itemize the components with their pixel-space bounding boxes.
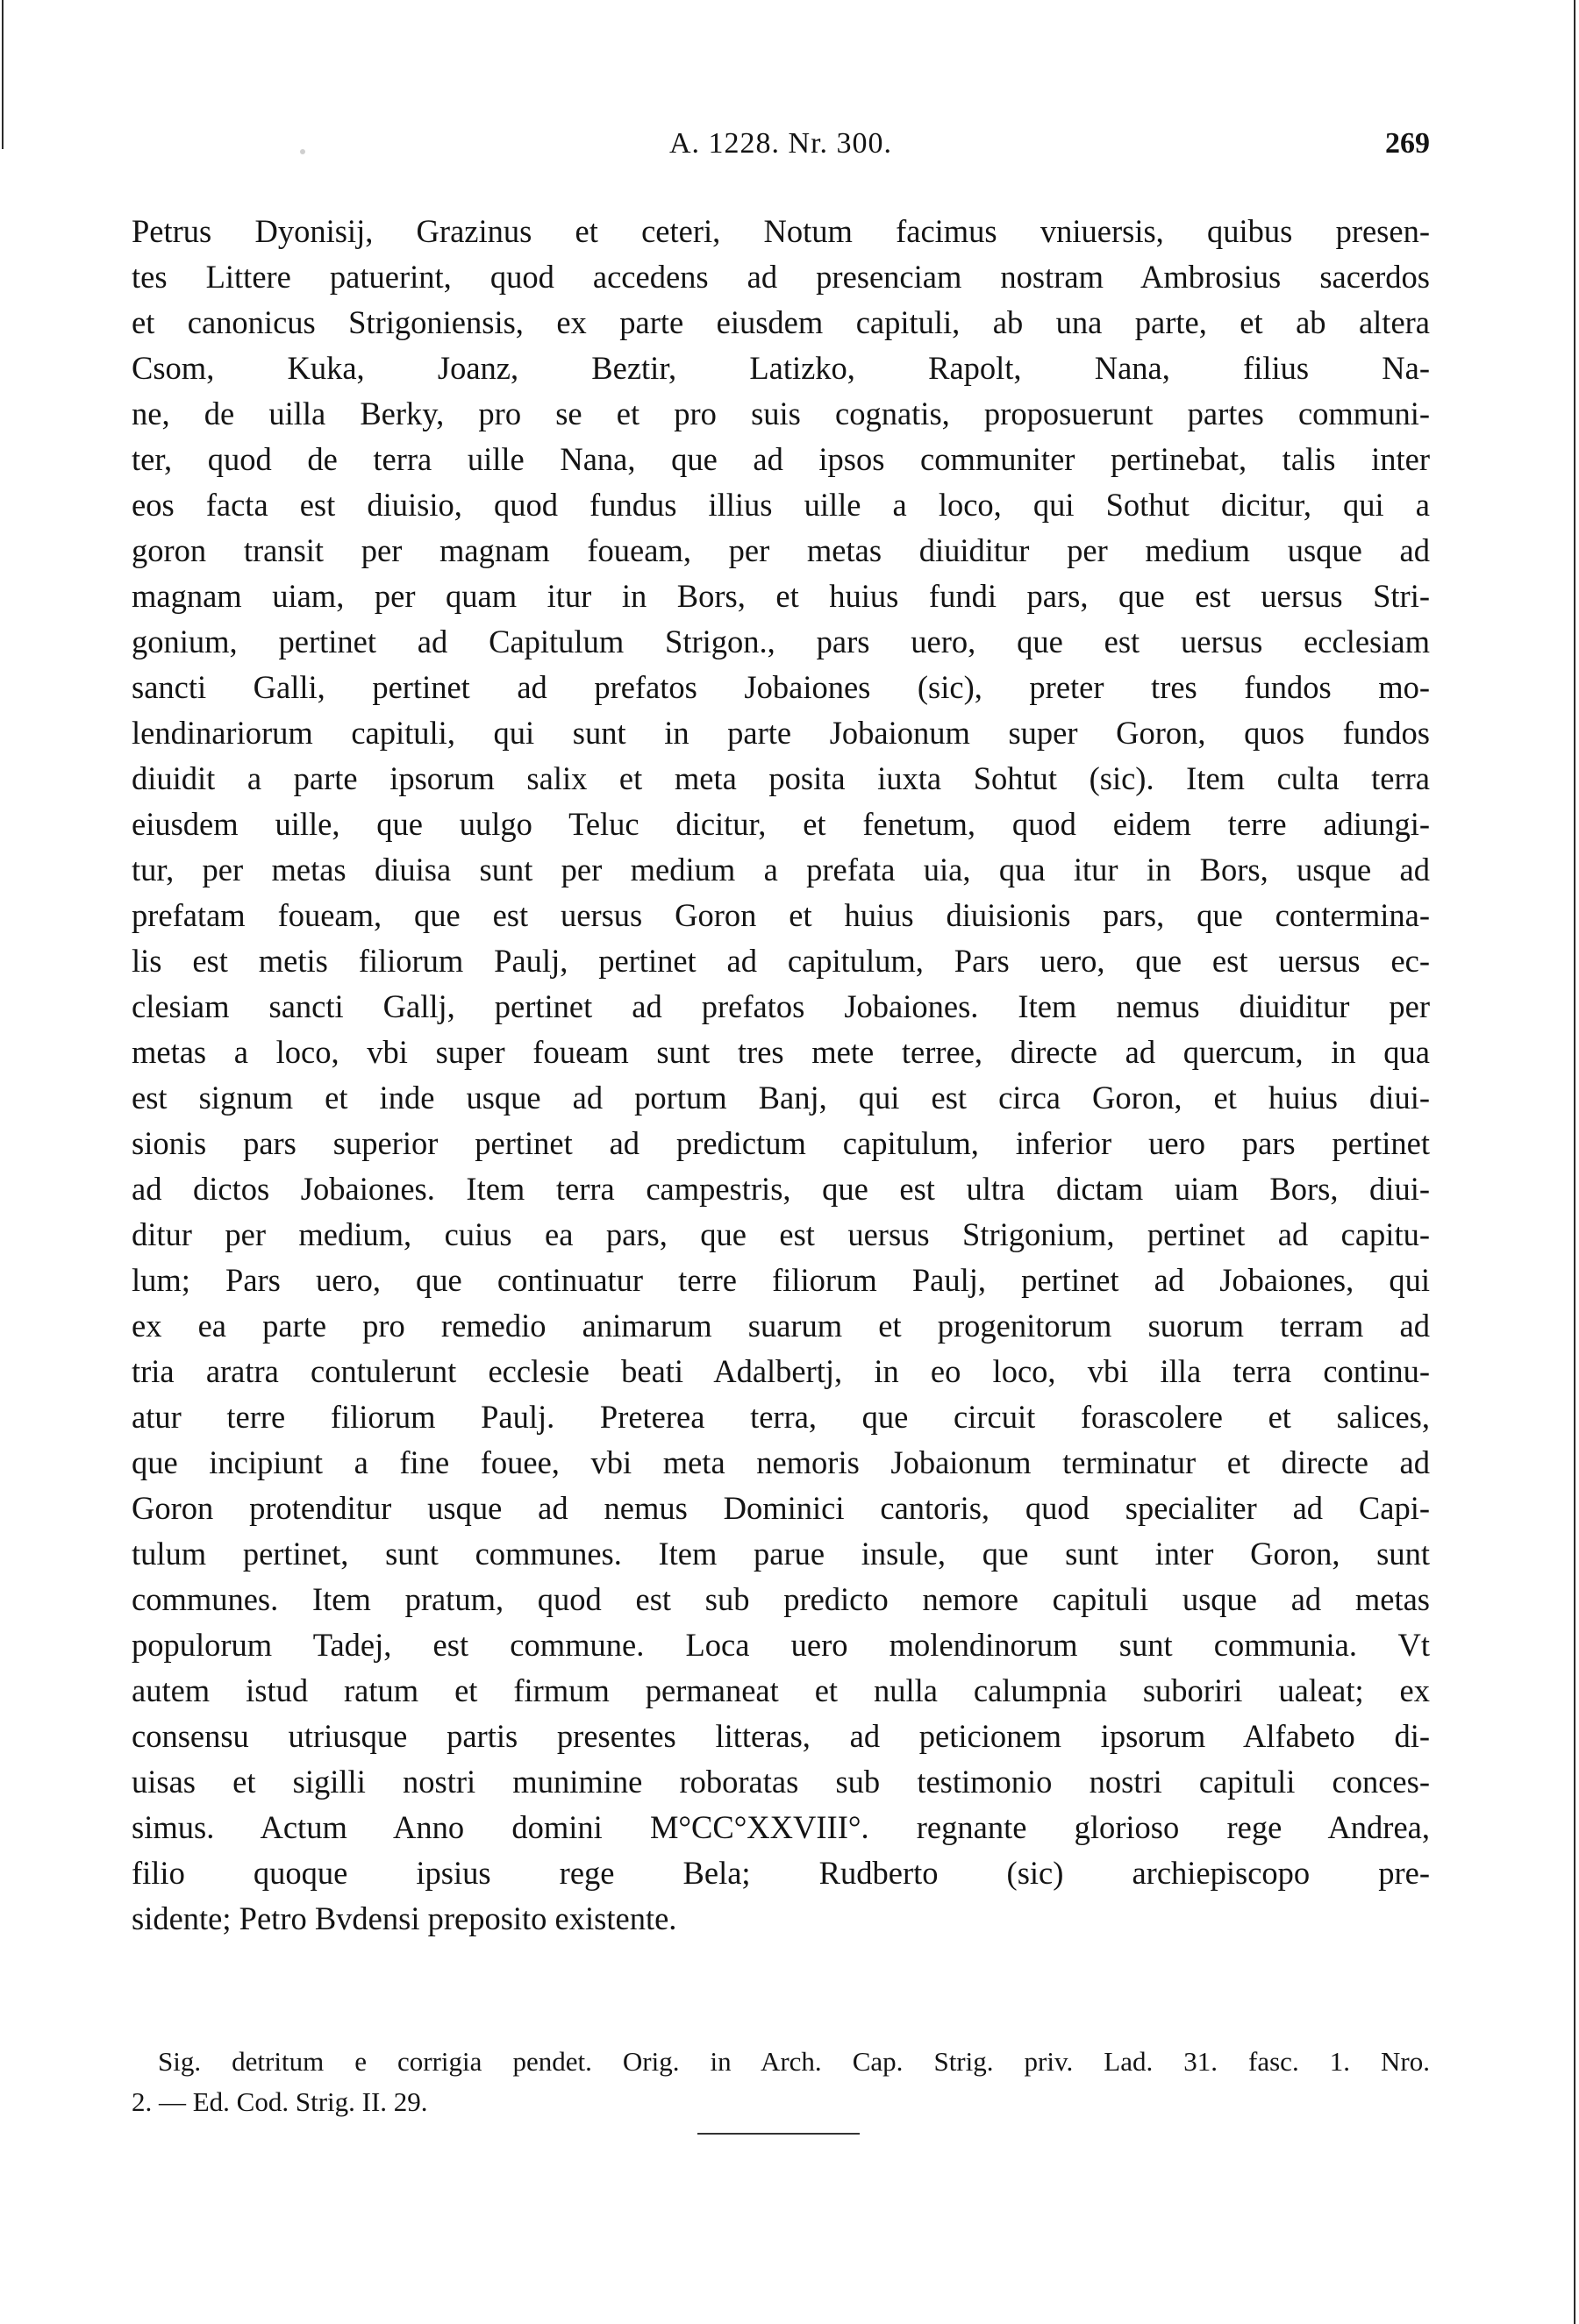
text-line: metas a loco, vbi super foueam sunt tres mete terree, directe ad quercum, in qua xyxy=(132,1034,1430,1070)
text-line: sionis pars superior pertinet ad predictum capitulum, inferior uero pars pertinet xyxy=(132,1125,1430,1161)
text-line: populorum Tadej, est commune. Loca uero molendinorum sunt communia. Vt xyxy=(132,1627,1430,1663)
text-line: sancti Galli, pertinet ad prefatos Jobaiones (sic), preter tres fundos mo- xyxy=(132,669,1430,705)
text-line: ditur per medium, cuius ea pars, que est uersus Strigonium, pertinet ad capitu- xyxy=(132,1216,1430,1252)
text-line: gonium, pertinet ad Capitulum Strigon., pars uero, que est uersus ecclesiam xyxy=(132,624,1430,659)
text-line: Csom, Kuka, Joanz, Beztir, Latizko, Rapolt, Nana, filius Na- xyxy=(132,350,1430,386)
text-line: simus. Actum Anno domini M°CC°XXVIII°. regnante glorioso rege Andrea, xyxy=(132,1809,1430,1845)
text-line: sidente; Petro Bvdensi preposito existente. xyxy=(132,1900,677,1936)
text-line: et canonicus Strigoniensis, ex parte eiusdem capituli, ab una parte, et ab altera xyxy=(132,304,1430,340)
text-line: uisas et sigilli nostri munimine roboratas sub testimonio nostri capituli conces- xyxy=(132,1764,1430,1800)
text-line: lendinariorum capituli, qui sunt in parte Jobaionum super Goron, quos fundos xyxy=(132,715,1430,751)
text-line: lum; Pars uero, que continuatur terre filiorum Paulj, pertinet ad Jobaiones, qui xyxy=(132,1262,1430,1298)
text-line: filio quoque ipsius rege Bela; Rudberto (sic) archiepiscopo pre- xyxy=(132,1855,1430,1891)
text-line: clesiam sancti Gallj, pertinet ad prefatos Jobaiones. Item nemus diuiditur per xyxy=(132,988,1430,1024)
text-line: lis est metis filiorum Paulj, pertinet ad capitulum, Pars uero, que est uersus ec- xyxy=(132,943,1430,979)
text-line: ne, de uilla Berky, pro se et pro suis cognatis, proposuerunt partes communi- xyxy=(132,396,1430,431)
text-line: ex ea parte pro remedio animarum suarum et progenitorum suorum terram ad xyxy=(132,1308,1430,1344)
text-line: autem istud ratum et firmum permaneat et nulla calumpnia suboriri ualeat; ex xyxy=(132,1672,1430,1708)
text-line: communes. Item pratum, quod est sub predicto nemore capituli usque ad metas xyxy=(132,1581,1430,1617)
text-line: magnam uiam, per quam itur in Bors, et huius fundi pars, que est uersus Stri- xyxy=(132,578,1430,614)
text-line: ad dictos Jobaiones. Item terra campestris, que est ultra dictam uiam Bors, diui- xyxy=(132,1171,1430,1207)
note-line: Sig. detritum e corrigia pendet. Orig. in Arch. Cap. Strig. priv. Lad. 31. fasc. 1. Nro. xyxy=(158,2046,1430,2077)
text-line: atur terre filiorum Paulj. Preterea terra, que circuit forascolere et salices, xyxy=(132,1399,1430,1435)
end-rule xyxy=(697,2133,860,2135)
text-line: Petrus Dyonisij, Grazinus et ceteri, Notum facimus vniuersis, quibus presen- xyxy=(132,213,1430,249)
text-line: que incipiunt a fine fouee, vbi meta nemoris Jobaionum terminatur et directe ad xyxy=(132,1444,1430,1480)
page-header xyxy=(132,127,1430,171)
text-line: tulum pertinet, sunt communes. Item parue insule, que sunt inter Goron, sunt xyxy=(132,1536,1430,1572)
text-line: eiusdem uille, que uulgo Teluc dicitur, et fenetum, quod eidem terre adiungi- xyxy=(132,806,1430,842)
text-line: diuidit a parte ipsorum salix et meta posita iuxta Sohtut (sic). Item culta terra xyxy=(132,760,1430,796)
text-line: est signum et inde usque ad portum Banj, qui est circa Goron, et huius diui- xyxy=(132,1080,1430,1116)
text-line: goron transit per magnam foueam, per metas diuiditur per medium usque ad xyxy=(132,532,1430,568)
text-line: consensu utriusque partis presentes litteras, ad peticionem ipsorum Alfabeto di- xyxy=(132,1718,1430,1754)
page-number: 269 xyxy=(1385,127,1430,160)
text-line: Goron protenditur usque ad nemus Dominici cantoris, quod specialiter ad Capi- xyxy=(132,1490,1430,1526)
text-line: ter, quod de terra uille Nana, que ad ipsos communiter pertinebat, talis inter xyxy=(132,441,1430,477)
text-line: tur, per metas diuisa sunt per medium a prefata uia, qua itur in Bors, usque ad xyxy=(132,852,1430,888)
source-notes xyxy=(132,2042,1430,2122)
note-line: 2. — Ed. Cod. Strig. II. 29. xyxy=(132,2086,428,2117)
text-line: tes Littere patuerint, quod accedens ad presenciam nostram Ambrosius sacerdos xyxy=(132,259,1430,295)
text-line: eos facta est diuisio, quod fundus illius uille a loco, qui Sothut dicitur, qui a xyxy=(132,487,1430,523)
text-line: tria aratra contulerunt ecclesie beati Adalbertj, in eo loco, vbi illa terra continu- xyxy=(132,1353,1430,1389)
running-head: A. 1228. Nr. 300. xyxy=(668,127,893,160)
charter-text xyxy=(132,209,1430,1942)
scan-edge-left xyxy=(2,0,4,149)
scan-edge-right xyxy=(1574,0,1575,2324)
text-line: prefatam foueam, que est uersus Goron et huius diuisionis pars, que contermina- xyxy=(132,897,1430,933)
